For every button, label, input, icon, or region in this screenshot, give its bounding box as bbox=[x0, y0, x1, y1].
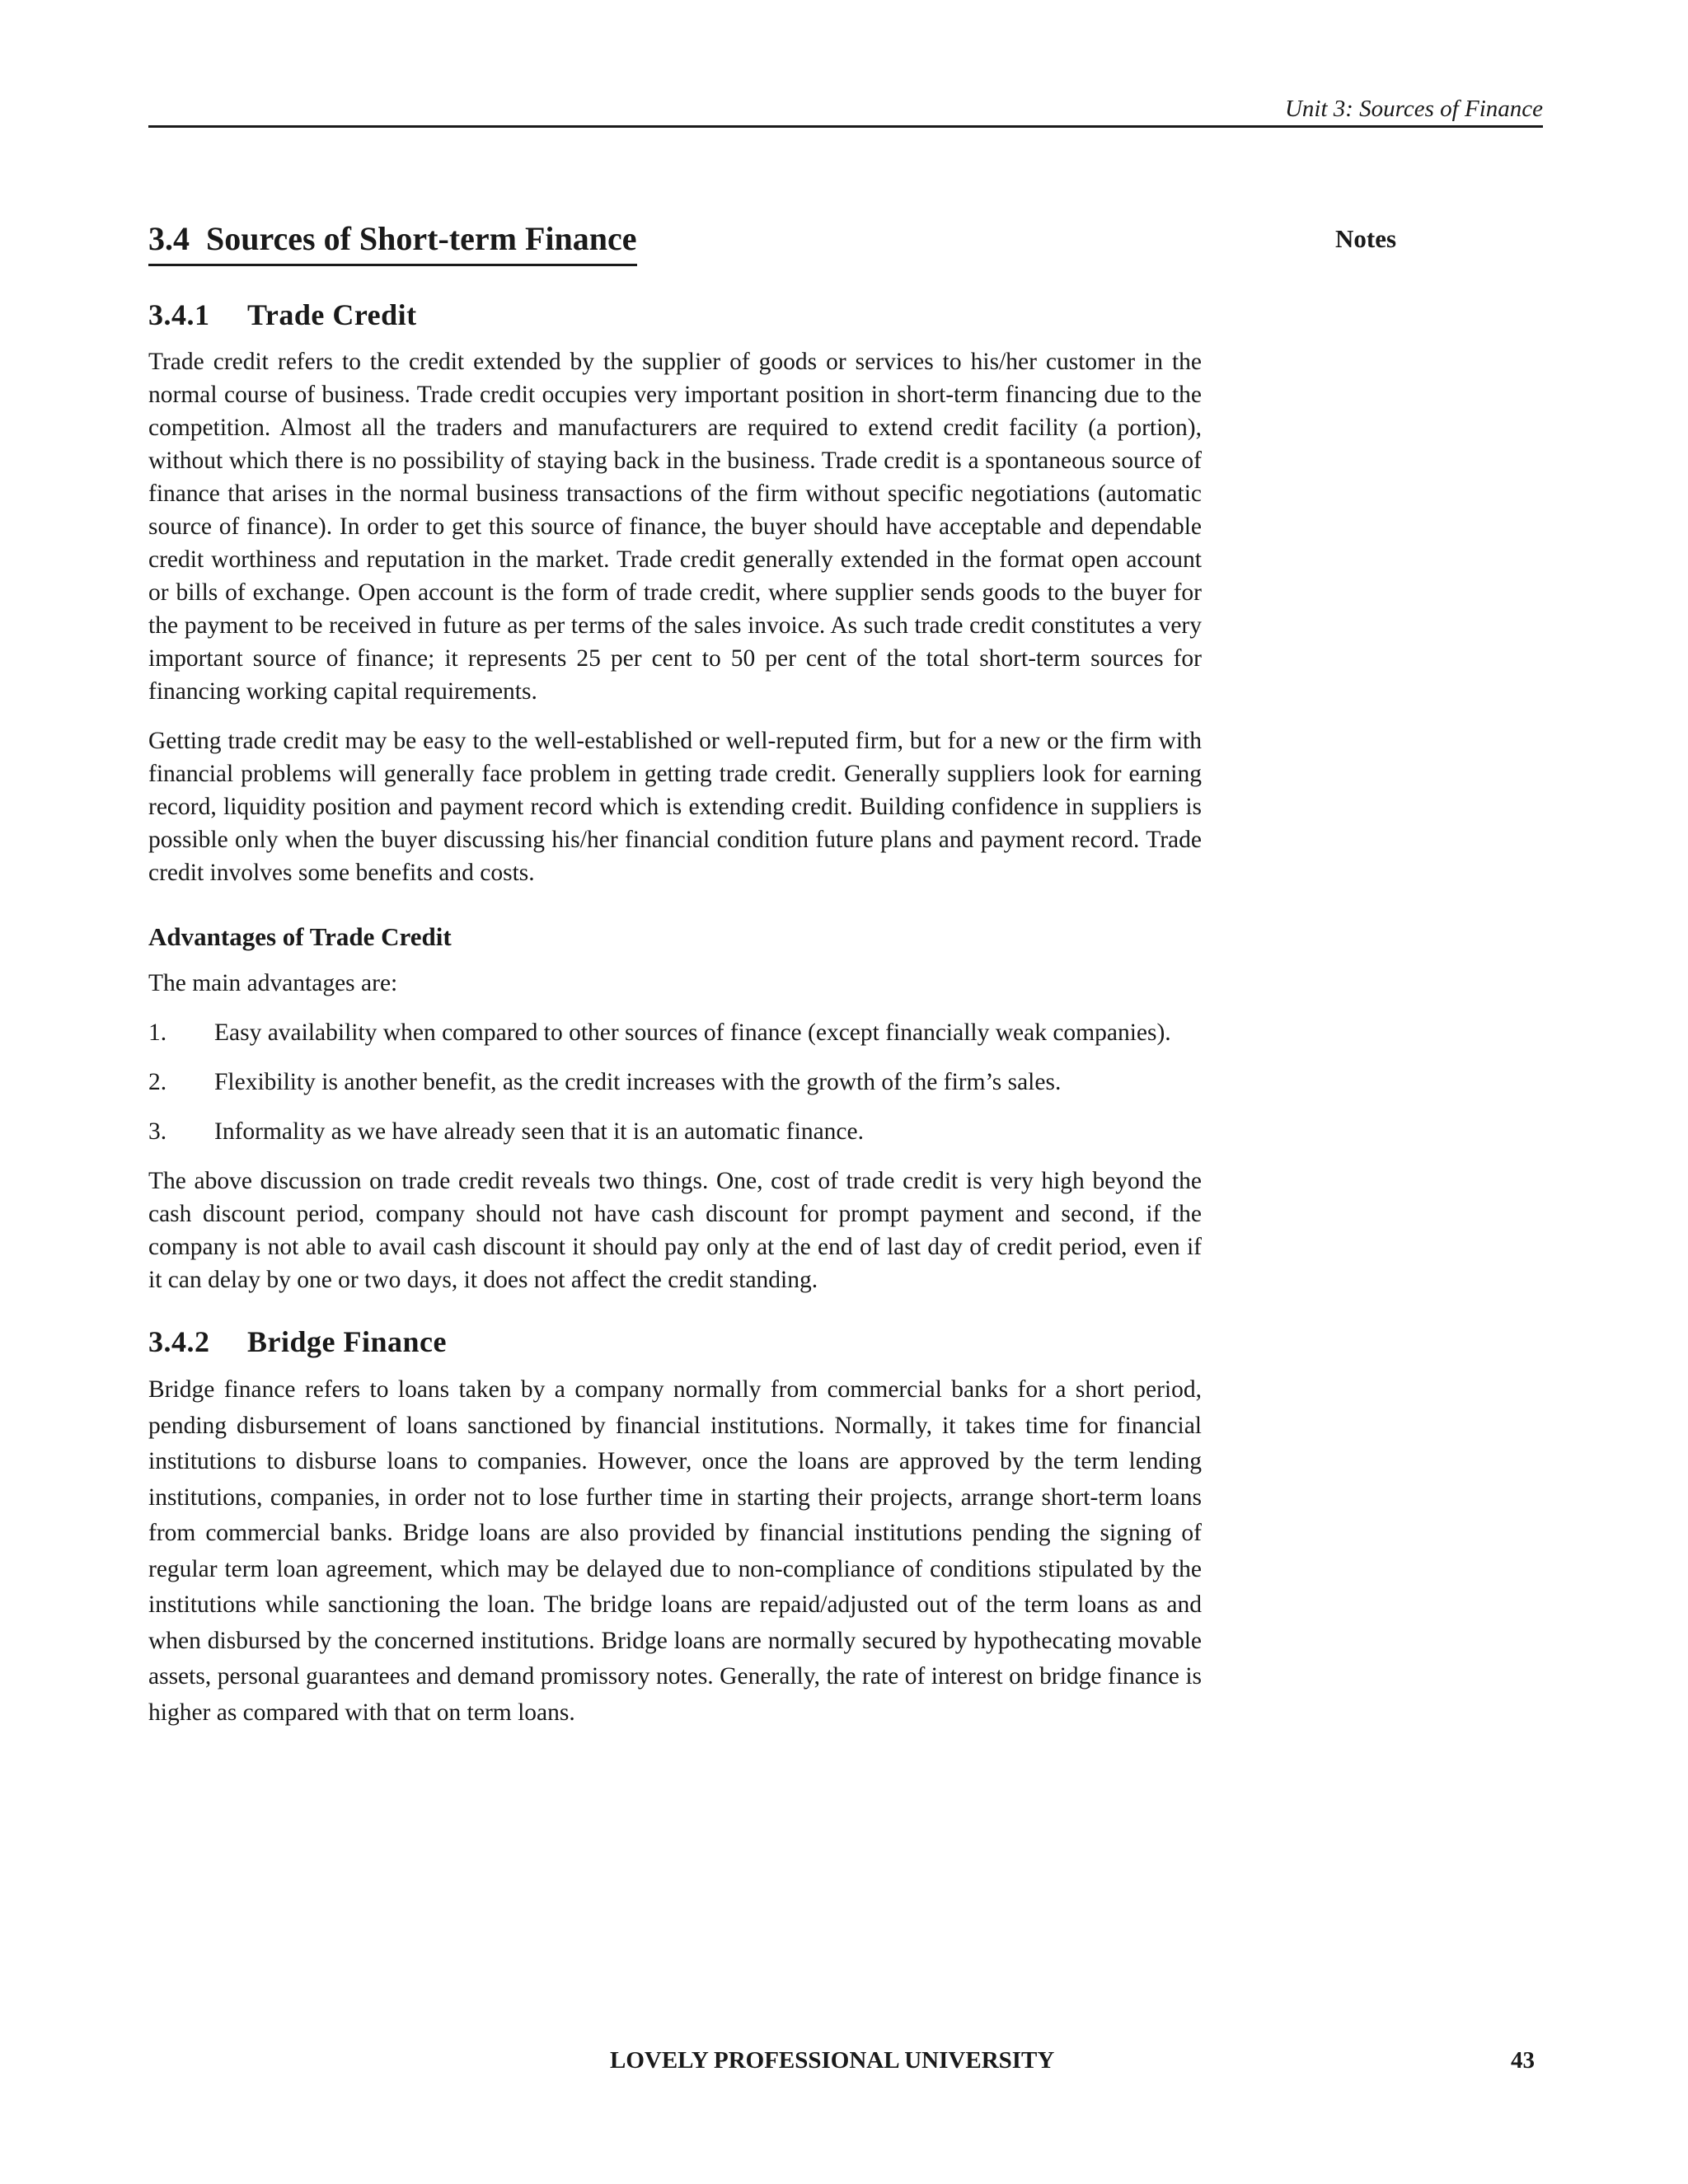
notes-margin-label: Notes bbox=[1335, 224, 1397, 253]
main-content bbox=[148, 216, 1202, 1747]
page-number: 43 bbox=[1511, 2047, 1535, 2074]
list-item bbox=[148, 1016, 1202, 1049]
paragraph-trade-credit-definition: Trade credit refers to the credit extended by the supplier of goods or services to his/her customer in the normal course of business. Trade credit occupies very important position in short-term financing due to the competition. Almost all the traders and manufacturers are required to extend credit facility (a portion), without which there is no possibility of staying back in the business. Trade credit is a spontaneous source of finance that arises in the normal business transactions of the firm without specific negotiations (automatic source of finance). In order to get this source of finance, the buyer should have acceptable and dependable credit worthiness and reputation in the market. Trade credit generally extended in the format open account or bills of exchange. Open account is the form of trade credit, where supplier sends goods to the buyer for the payment to be received in future as per terms of the sales invoice. As such trade credit constitutes a very important source of finance; it represents 25 per cent to 50 per cent of the total short-term sources for financing working capital requirements. bbox=[148, 349, 1202, 705]
subsection-heading-trade-credit bbox=[148, 294, 1202, 335]
list-item-text: Easy availability when compared to other sources of finance (except financially weak companies). bbox=[214, 1019, 1171, 1046]
list-marker: 2. bbox=[148, 1069, 167, 1095]
footer-university: LOVELY PROFESSIONAL UNIVERSITY bbox=[610, 2047, 1055, 2074]
paragraph-trade-credit-conclusion: The above discussion on trade credit reveals two things. One, cost of trade credit is very high beyond the cash discount period, company should not have cash discount for prompt payment and second, if the company is not able to avail cash discount it should pay only at the end of last day of credit period, even if it can delay by one or two days, it does not affect the credit standing. bbox=[148, 1168, 1202, 1293]
section-title: Sources of Short-term Finance bbox=[206, 220, 637, 257]
list-marker: 3. bbox=[148, 1118, 167, 1145]
advantages-list bbox=[148, 1016, 1202, 1148]
list-marker: 1. bbox=[148, 1019, 167, 1046]
subsection-number: 3.4.1 bbox=[148, 298, 210, 331]
subsection-title: Trade Credit bbox=[247, 298, 417, 331]
advantages-intro: The main advantages are: bbox=[148, 970, 398, 996]
header-rule bbox=[148, 125, 1543, 128]
paragraph-trade-credit-access: Getting trade credit may be easy to the well-established or well-reputed firm, but for a new or the firm with financial problems will generally face problem in getting trade credit. Generally suppliers look for earning record, liquidity position and payment record which is extending credit. Building confidence in suppliers is possible only when the buyer discussing his/her financial condition future plans and payment record. Trade credit involves some benefits and costs. bbox=[148, 728, 1202, 886]
running-header: Unit 3: Sources of Finance bbox=[1284, 96, 1543, 122]
list-item-text: Informality as we have already seen that it is an automatic finance. bbox=[214, 1118, 864, 1145]
section-heading bbox=[148, 216, 1202, 266]
section-number: 3.4 bbox=[148, 220, 190, 257]
subsection-number: 3.4.2 bbox=[148, 1325, 210, 1358]
list-item bbox=[148, 1066, 1202, 1099]
list-item-text: Flexibility is another benefit, as the credit increases with the growth of the firm’s sales. bbox=[214, 1069, 1062, 1095]
subsection-title: Bridge Finance bbox=[247, 1325, 447, 1358]
list-item bbox=[148, 1115, 1202, 1148]
subsection-heading-bridge-finance bbox=[148, 1321, 1202, 1362]
advantages-heading: Advantages of Trade Credit bbox=[148, 922, 452, 951]
paragraph-bridge-finance: Bridge finance refers to loans taken by a company normally from commercial banks for a short period, pending disbursement of loans sanctioned by financial institutions. Normally, it takes time for financial institutions to disburse loans to companies. However, once the loans are approved by the term lending institutions, companies, in order not to lose further time in starting their projects, arrange short-term loans from commercial banks. Bridge loans are also provided by financial institutions pending the signing of regular term loan agreement, which may be delayed due to non-compliance of conditions stipulated by the institutions while sanctioning the loan. The bridge loans are repaid/adjusted out of the term loans as and when disbursed by the concerned institutions. Bridge loans are normally secured by hypothecating movable assets, personal guarantees and demand promissory notes. Generally, the rate of interest on bridge finance is higher as compared with that on term loans. bbox=[148, 1376, 1202, 1726]
